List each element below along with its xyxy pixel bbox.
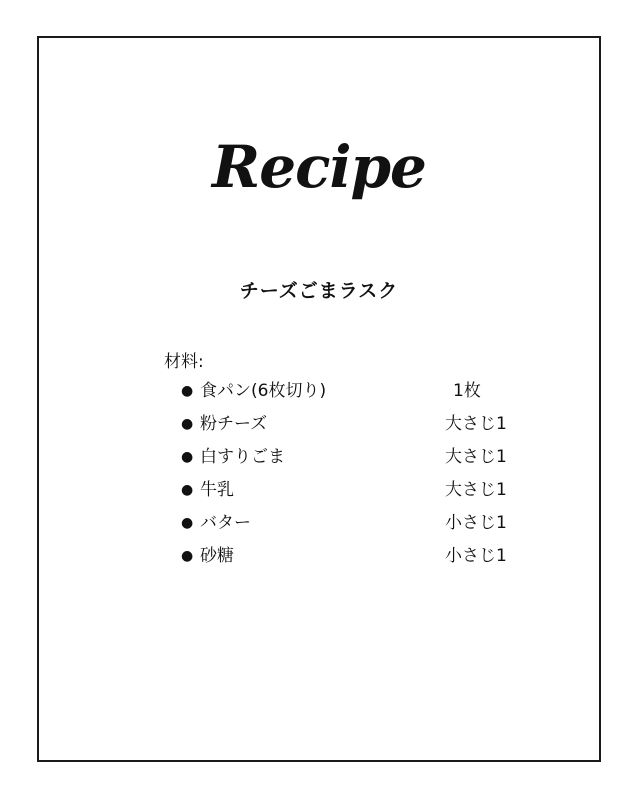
ingredient-name: 白すりごま xyxy=(200,447,285,467)
ingredient-quantity: 大さじ1 xyxy=(445,447,507,467)
ingredient-name: 牛乳 xyxy=(200,480,234,500)
ingredient-item xyxy=(181,510,541,543)
bullet-icon: ● xyxy=(181,383,194,399)
ingredient-item xyxy=(181,378,541,411)
ingredient-item xyxy=(181,543,541,576)
ingredient-quantity: 大さじ1 xyxy=(445,480,507,500)
bullet-icon: ● xyxy=(181,548,194,564)
recipe-title: チーズごまラスク xyxy=(239,280,399,302)
ingredient-name: 食パン(6枚切り) xyxy=(200,381,327,401)
ingredient-name: 砂糖 xyxy=(200,546,234,566)
bullet-icon: ● xyxy=(181,482,194,498)
bullet-icon: ● xyxy=(181,416,194,432)
ingredient-name: 粉チーズ xyxy=(200,414,268,434)
ingredient-list xyxy=(181,378,541,576)
ingredients-heading: 材料: xyxy=(164,352,204,372)
recipe-logo: Recipe xyxy=(212,133,426,201)
ingredient-item xyxy=(181,411,541,444)
ingredient-name: バター xyxy=(200,513,251,533)
recipe-card xyxy=(37,36,601,762)
ingredient-quantity: 小さじ1 xyxy=(445,513,507,533)
ingredient-quantity: 大さじ1 xyxy=(445,414,507,434)
ingredient-item xyxy=(181,477,541,510)
bullet-icon: ● xyxy=(181,449,194,465)
ingredient-quantity: 小さじ1 xyxy=(445,546,507,566)
ingredient-item xyxy=(181,444,541,477)
ingredient-quantity: 1枚 xyxy=(453,381,481,401)
bullet-icon: ● xyxy=(181,515,194,531)
